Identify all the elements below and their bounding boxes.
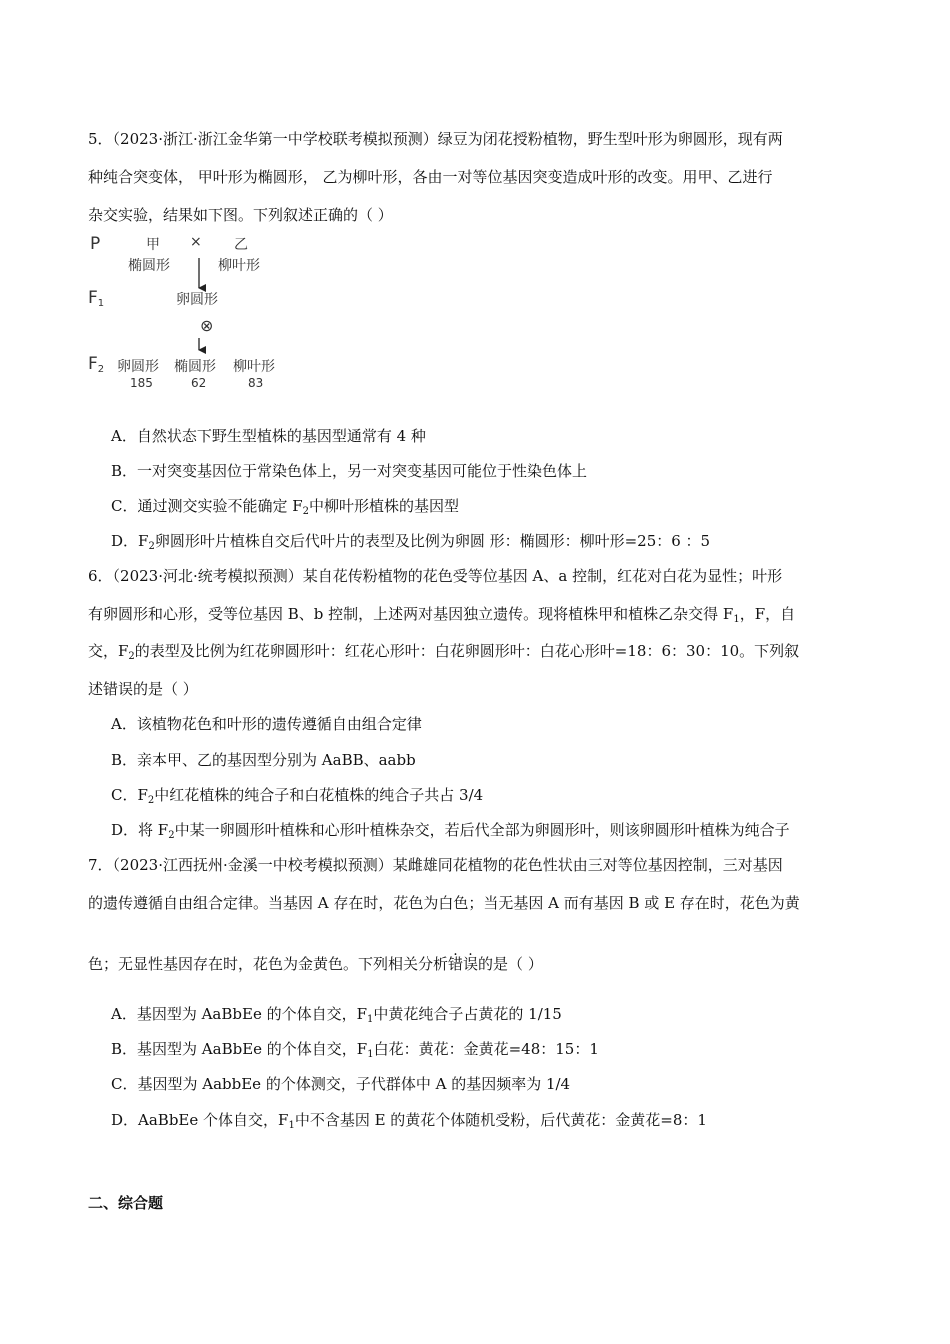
f2-count-elliptic: 62	[191, 376, 207, 390]
f2-label: $F_2$	[88, 354, 105, 375]
cross-diagram	[84, 230, 304, 395]
q5-option-d: D．$F_2$卵圆形叶片植株自交后代叶片的表型及比例为卵圆 形：椭圆形：柳叶形=25：6 ：5	[111, 532, 711, 552]
q7-stem-line-1: 7．（2023·江西抚州·金溪一中校考模拟预测）某雌雄同花植物的花色性状由三对等位基因控制，三对基因	[88, 856, 783, 874]
q5-option-c: C．通过测交实验不能确定 $F_2$中柳叶形植株的基因型	[111, 497, 460, 517]
q7-stem-line-3: 色；无显性基因存在时，花色为金黄色。下列相关分析 . 错 . 误的是（ ）	[88, 943, 543, 973]
p-label: P	[90, 234, 101, 254]
q6-stem-line-3: 交，$F_2$的表型及比例为红花卵圆形叶：红花心形叶：白花卵圆形叶：白花心形叶=18：6：30：10。下列叙	[88, 642, 800, 662]
f2-phenotype-elliptic: 椭圆形	[174, 359, 216, 375]
q6-stem-line-4: 述错误的是（ ）	[88, 680, 198, 698]
parent-yi: 乙	[234, 237, 248, 253]
q6-option-b: B．亲本甲、乙的基因型分别为 AaBB、aabb	[111, 751, 416, 769]
q7-option-c: C．基因型为 AabbEe 的个体测交，子代群体中 A 的基因频率为 1/4	[111, 1075, 571, 1093]
f1-phenotype: 卵圆形	[176, 292, 218, 308]
section-title: 二、综合题	[88, 1194, 164, 1212]
q7-stem-line-2: 的遗传遵循自由组合定律。当基因 A 存在时，花色为白色；当无基因 A 而有基因 B 或 E 存在时，花色为黄	[88, 894, 800, 912]
parent-jia: 甲	[146, 237, 160, 253]
f2-count-willow: 83	[248, 376, 264, 390]
q7-option-b: B．基因型为 AaBbEe 的个体自交，$F_1$白花：黄花：金黄花=48：15：1	[111, 1040, 599, 1060]
q6-stem-line-2: 有卵圆形和心形，受等位基因 B、b 控制，上述两对基因独立遗传。现将植株甲和植株乙杂交得 $F_1$，F，自	[88, 605, 796, 625]
f1-label: $F_1$	[88, 288, 105, 309]
q6-stem-line-1: 6．（2023·河北·统考模拟预测）某自花传粉植物的花色受等位基因 A、a 控制，红花对白花为显性；叶形	[88, 567, 783, 585]
emphasis-char-2: . 误	[463, 943, 479, 973]
q5-stem-line-3: 杂交实验，结果如下图。下列叙述正确的（ ）	[88, 206, 393, 224]
q5-stem-line-1: 5．（2023·浙江·浙江金华第一中学校联考模拟预测）绿豆为闭花授粉植物，野生型叶形为卵圆形，现有两	[88, 130, 783, 148]
q6-option-c: C．$F_2$中红花植株的纯合子和白花植株的纯合子共占 3/4	[111, 786, 484, 806]
parent-yi-phenotype: 柳叶形	[218, 258, 260, 274]
q5-option-b: B．一对突变基因位于常染色体上，另一对突变基因可能位于性染色体上	[111, 462, 588, 480]
q7-option-d: D．AaBbEe 个体自交，$F_1$中不含基因 E 的黄花个体随机受粉，后代黄花：金黄花=8：1	[111, 1111, 707, 1131]
q7-option-a: A．基因型为 AaBbEe 的个体自交，$F_1$中黄花纯合子占黄花的 1/15	[111, 1005, 562, 1025]
emphasis-char-1: . 错	[448, 943, 464, 973]
f2-phenotype-ovate: 卵圆形	[117, 359, 159, 375]
f2-count-ovate: 185	[130, 376, 153, 390]
f2-phenotype-willow: 柳叶形	[233, 359, 275, 375]
cross-symbol: ×	[190, 234, 202, 250]
q6-option-a: A．该植物花色和叶形的遗传遵循自由组合定律	[111, 715, 422, 733]
parent-jia-phenotype: 椭圆形	[128, 258, 170, 274]
q6-option-d: D．将 $F_2$中某一卵圆形叶植株和心形叶植株杂交，若后代全部为卵圆形叶，则该卵圆形叶植株为纯合子	[111, 821, 790, 841]
q5-option-a: A．自然状态下野生型植株的基因型通常有 4 种	[111, 427, 426, 445]
selfing-symbol: ⊗	[200, 316, 214, 335]
q5-stem-line-2: 种纯合突变体， 甲叶形为椭圆形， 乙为柳叶形，各由一对等位基因突变造成叶形的改变。用甲、乙进行	[88, 168, 773, 186]
